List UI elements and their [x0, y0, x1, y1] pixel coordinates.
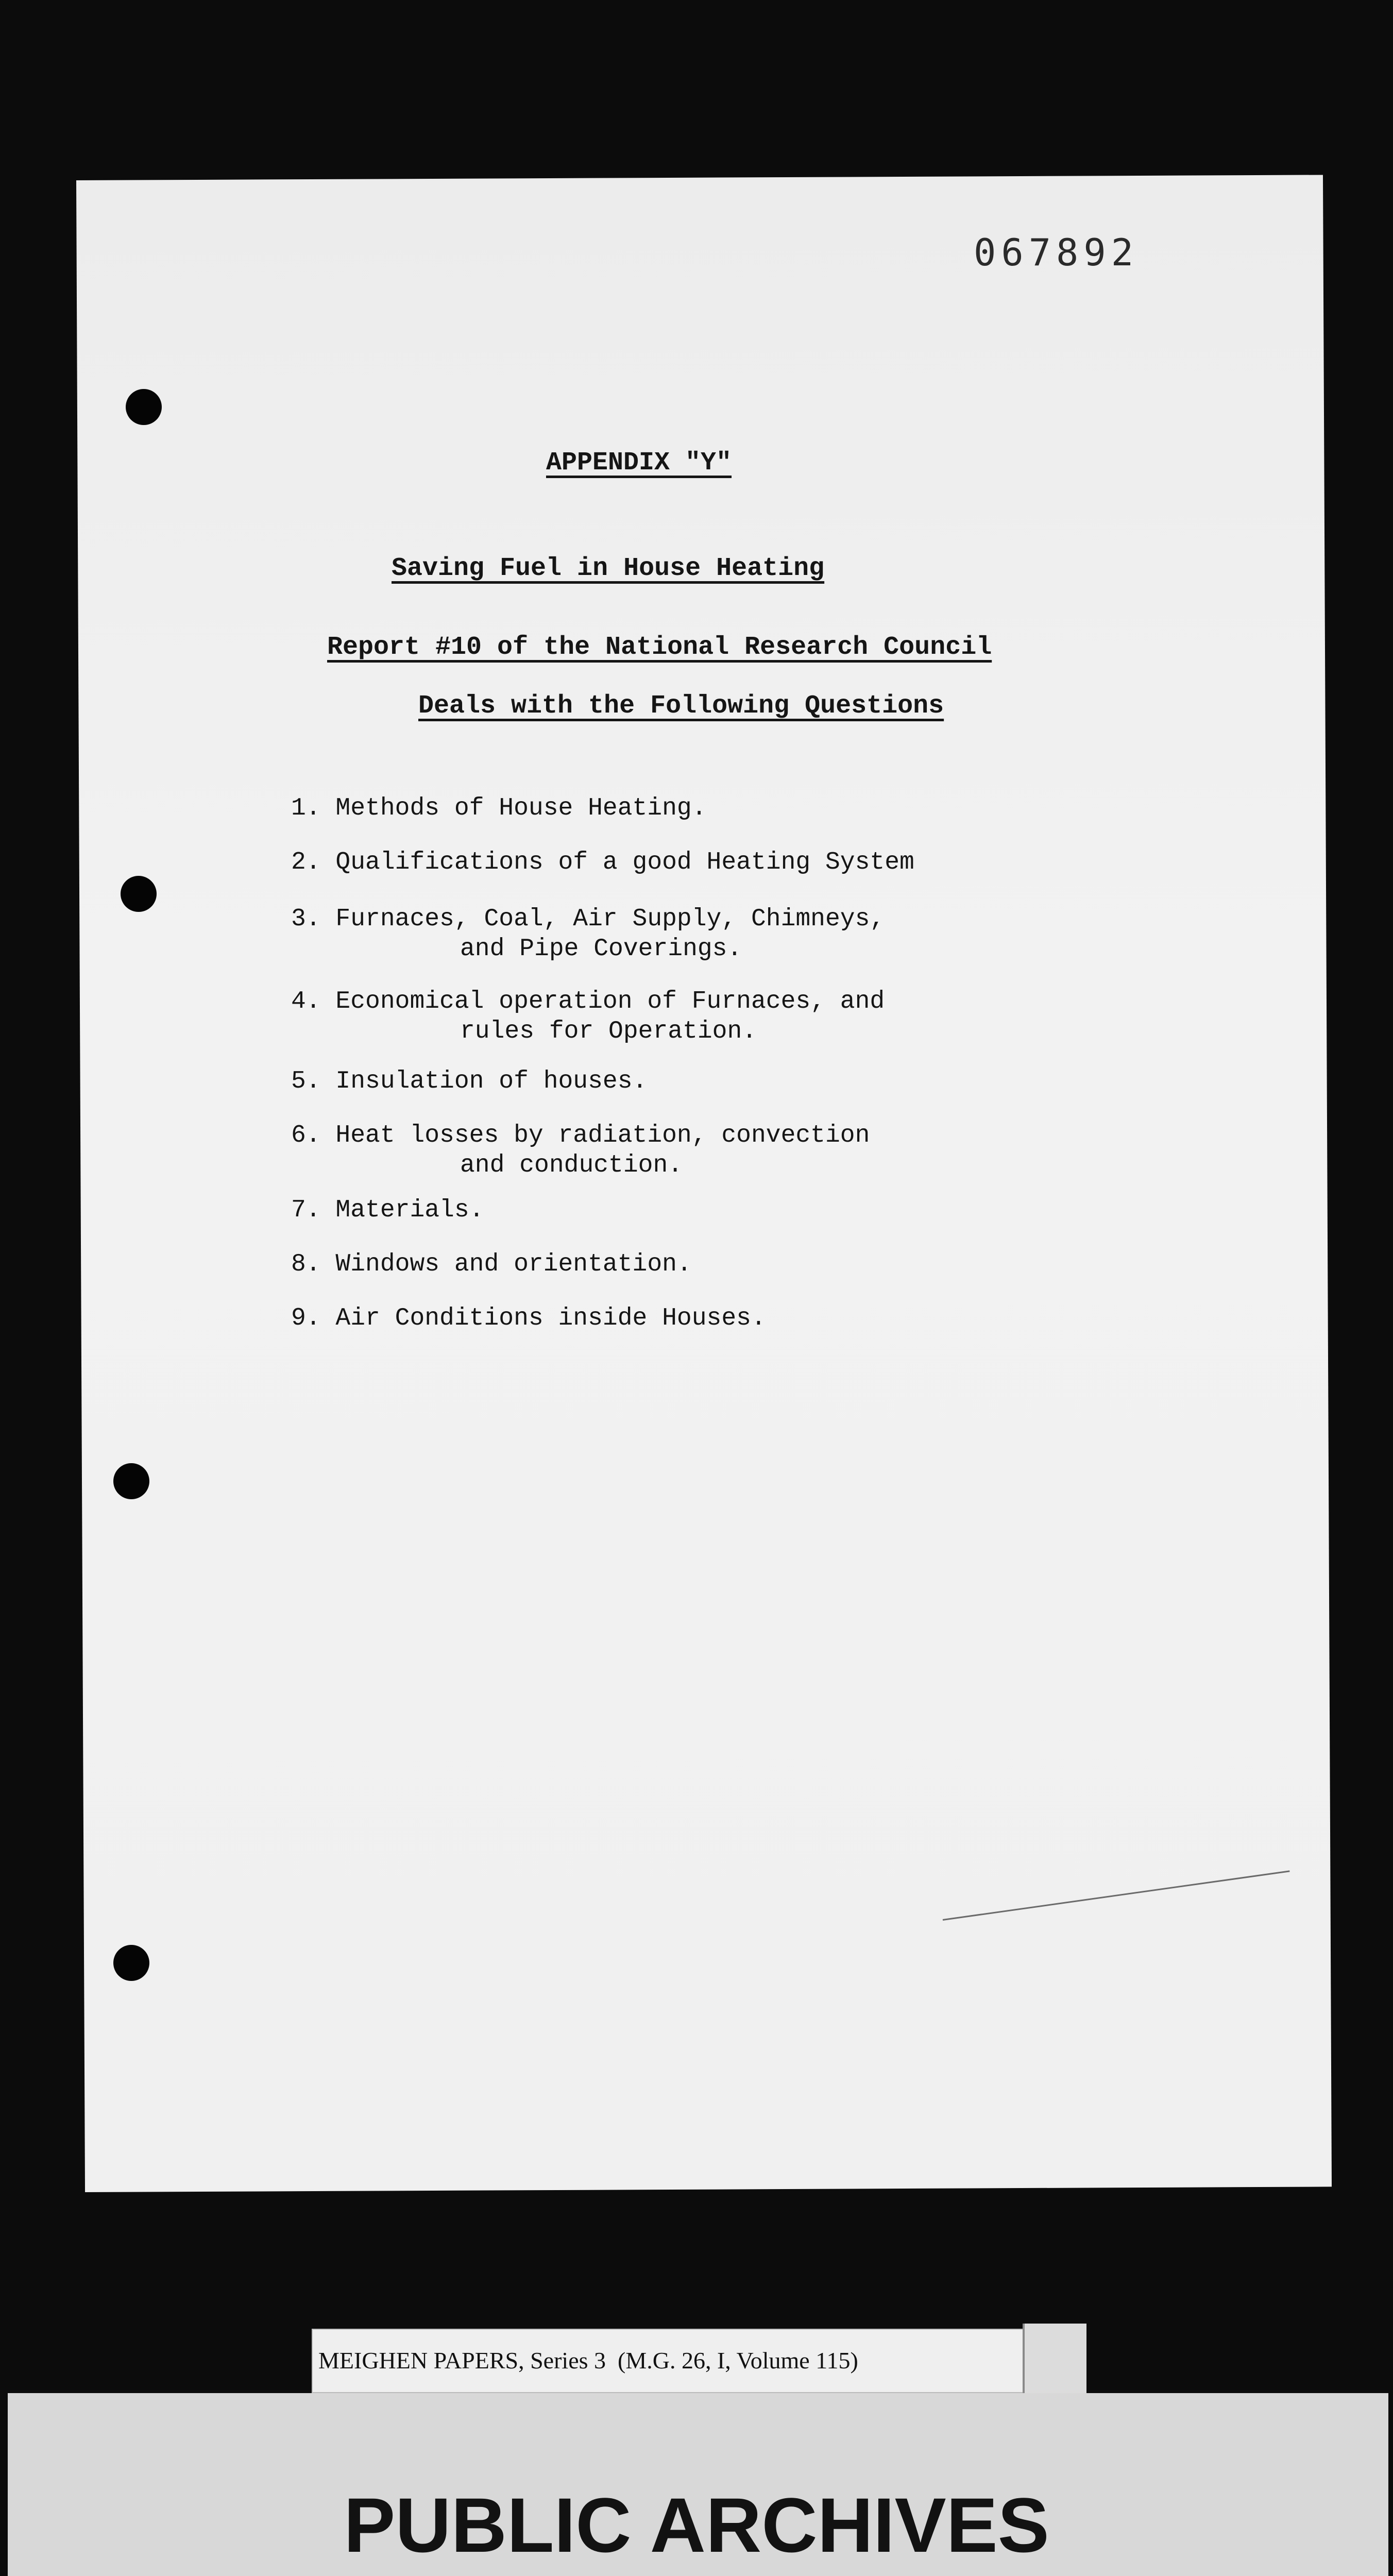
question-text: Windows and orientation.	[335, 1250, 692, 1278]
question-text: Materials.	[335, 1196, 484, 1224]
question-text-continuation: rules for Operation.	[460, 1018, 757, 1045]
question-number: 1.	[291, 794, 321, 822]
question-text: Furnaces, Coal, Air Supply, Chimneys,	[335, 905, 885, 933]
question-item	[291, 848, 914, 877]
punch-hole	[126, 389, 162, 425]
tape-strip	[1023, 2324, 1086, 2398]
question-item	[291, 1249, 692, 1279]
question-number: 8.	[291, 1250, 321, 1278]
question-item	[291, 1121, 870, 1180]
question-item	[291, 987, 885, 1046]
collection-reference: MEIGHEN PAPERS, Series 3 (M.G. 26, I, Volume 115)	[318, 2347, 858, 2374]
question-text: Air Conditions inside Houses.	[335, 1304, 766, 1332]
punch-hole	[121, 876, 157, 912]
question-number: 3.	[291, 905, 321, 933]
question-item	[291, 793, 707, 823]
question-number: 6.	[291, 1122, 321, 1149]
question-text: Economical operation of Furnaces, and	[335, 988, 885, 1015]
question-text-continuation: and conduction.	[460, 1151, 683, 1179]
question-item	[291, 1195, 484, 1225]
question-number: 4.	[291, 988, 321, 1015]
question-text-continuation: and Pipe Coverings.	[460, 935, 742, 963]
question-number: 7.	[291, 1196, 321, 1224]
question-item	[291, 904, 885, 964]
report-line: Report #10 of the National Research Council	[327, 633, 992, 662]
question-text: Heat losses by radiation, convection	[335, 1122, 870, 1149]
question-text: Methods of House Heating.	[335, 794, 707, 822]
card-line-public-archives: PUBLIC ARCHIVES	[344, 2482, 1049, 2568]
punch-hole	[113, 1463, 149, 1499]
document-number: 067892	[974, 231, 1139, 274]
question-text: Qualifications of a good Heating System	[335, 849, 914, 876]
question-item	[291, 1303, 766, 1333]
question-number: 9.	[291, 1304, 321, 1332]
punch-hole	[113, 1945, 149, 1981]
question-number: 5.	[291, 1067, 321, 1095]
question-text: Insulation of houses.	[335, 1067, 648, 1095]
question-item	[291, 1066, 647, 1096]
document-subtitle: Saving Fuel in House Heating	[392, 554, 825, 583]
question-number: 2.	[291, 849, 321, 876]
deals-line: Deals with the Following Questions	[418, 691, 944, 721]
appendix-title: APPENDIX "Y"	[546, 448, 732, 478]
